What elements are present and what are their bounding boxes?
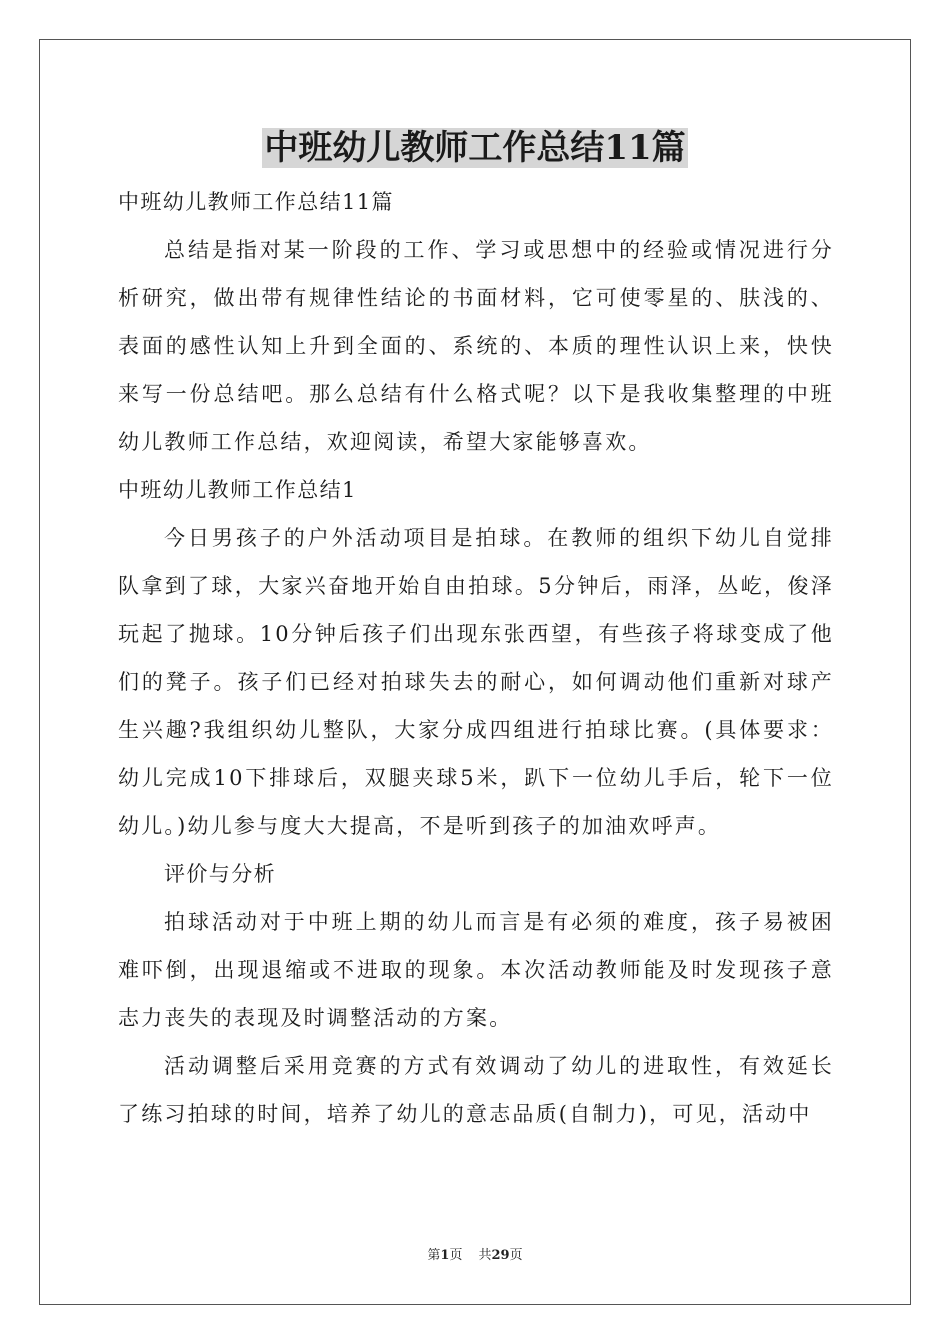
total-suffix: 页 xyxy=(509,1248,523,1263)
section-paragraph: 今日男孩子的户外活动项目是拍球。在教师的组织下幼儿自觉排队拿到了球，大家兴奋地开始自由拍球。5分钟后，雨泽，丛屹，俊泽玩起了抛球。10分钟后孩子们出现东张西望，有些孩子将球变成了他们的凳子。孩子们已经对拍球失去的耐心，如何调动他们重新对球产生兴趣?我组织幼儿整队，大家分成四组进行拍球比赛。(具体要求：幼儿完成10下排球后，双腿夹球5米，趴下一位幼儿手后，轮下一位幼儿。)幼儿参与度大大提高，不是听到孩子的加油欢呼声。 xyxy=(118,526,834,838)
intro-paragraph: 总结是指对某一阶段的工作、学习或思想中的经验或情况进行分析研究，做出带有规律性结论的书面材料，它可使零星的、肤浅的、表面的感性认知上升到全面的、系统的、本质的理性认识上来，快快来写一份总结吧。那么总结有什么格式呢？以下是我收集整理的中班幼儿教师工作总结，欢迎阅读，希望大家能够喜欢。 xyxy=(118,238,834,454)
document-title-text: 中班幼儿教师工作总结11篇 xyxy=(264,128,686,168)
analysis-paragraph: 拍球活动对于中班上期的幼儿而言是有必须的难度，孩子易被困难吓倒，出现退缩或不进取的现象。本次活动教师能及时发现孩子意志力丧失的表现及时调整活动的方案。 xyxy=(118,910,834,1030)
analysis-heading: 评价与分析 xyxy=(164,862,276,886)
analysis-paragraph-2: 活动调整后采用竞赛的方式有效调动了幼儿的进取性，有效延长了练习拍球的时间，培养了幼儿的意志品质(自制力)，可见，活动中 xyxy=(118,1054,834,1126)
page-prefix: 第 xyxy=(427,1248,441,1263)
document-title xyxy=(0,124,950,172)
section-heading: 中班幼儿教师工作总结1 xyxy=(118,478,357,502)
page-current: 1 xyxy=(440,1248,450,1263)
page-suffix: 页 xyxy=(449,1248,463,1263)
document-subtitle: 中班幼儿教师工作总结11篇 xyxy=(118,190,394,214)
document-body xyxy=(118,178,834,1138)
total-prefix: 共 xyxy=(478,1248,492,1263)
page-total: 29 xyxy=(491,1248,510,1263)
page-footer xyxy=(0,1247,950,1265)
